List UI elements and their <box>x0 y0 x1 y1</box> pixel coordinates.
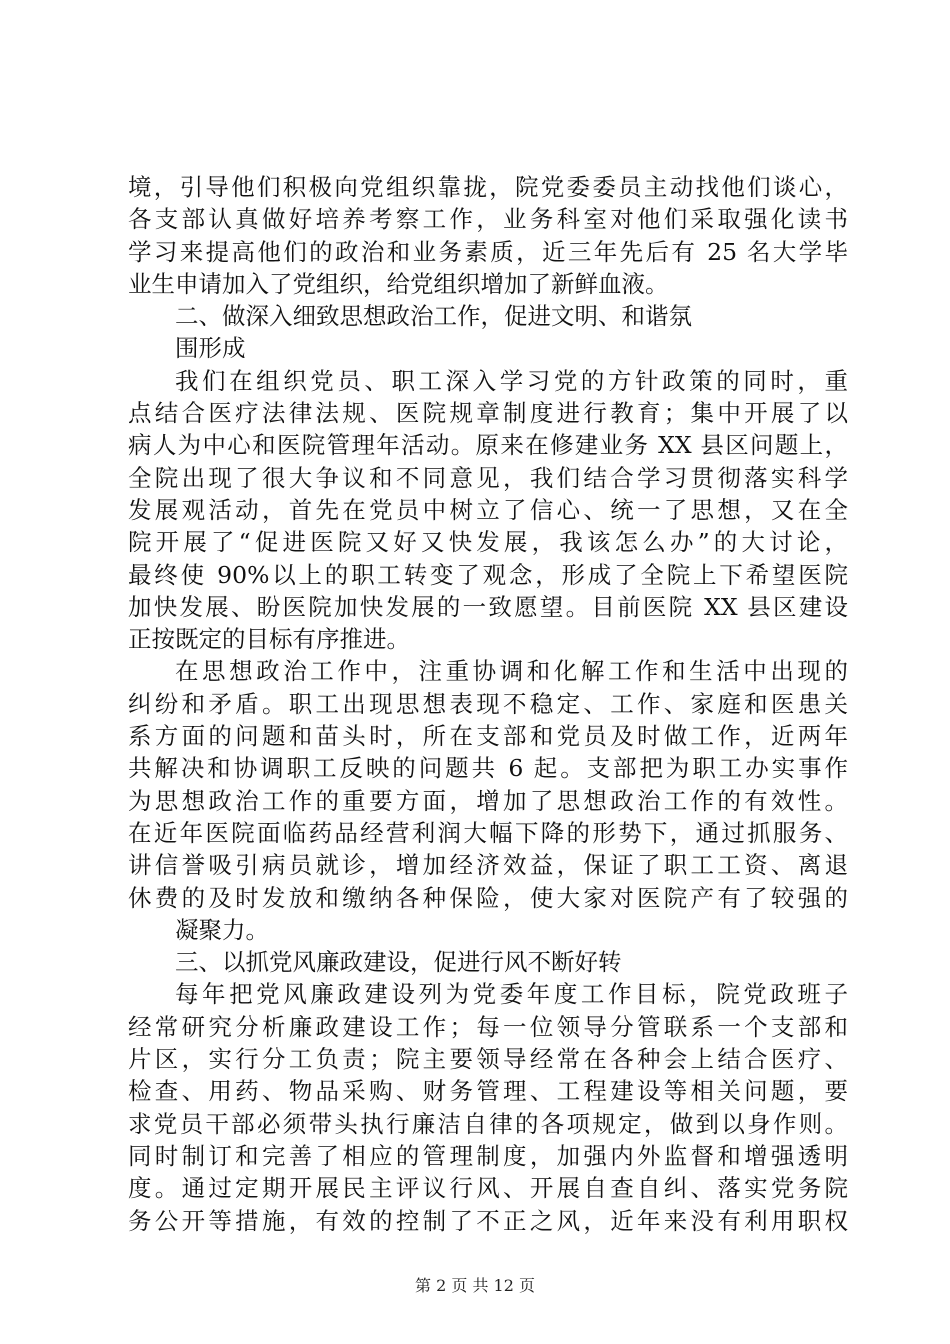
text-line: 业生申请加入了党组织，给党组织增加了新鲜血液。 <box>128 269 669 298</box>
text-line: 纠纷和矛盾。职工出现思想表现不稳定、工作、家庭和医患关 <box>128 689 848 718</box>
text-line: 求党员干部必须带头执行廉洁自律的各项规定，做到以身作则。 <box>128 1109 848 1138</box>
text-line: 在近年医院面临药品经营利润大幅下降的形势下，通过抓服务、 <box>128 818 848 847</box>
text-line: 境，引导他们积极向党组织靠拢，院党委委员主动找他们谈心， <box>128 173 848 201</box>
text-line: 正按既定的目标有序推进。 <box>128 625 410 654</box>
text-line: 检查、用药、物品采购、财务管理、工程建设等相关问题，要 <box>128 1077 848 1106</box>
text-line: 度。通过定期开展民主评议行风、开展自查自纠、落实党务院 <box>128 1174 848 1203</box>
text-line: 为思想政治工作的重要方面，增加了思想政治工作的有效性。 <box>128 786 848 815</box>
text-line: 最终使 90%以上的职工转变了观念，形成了全院上下希望医院 <box>128 560 848 589</box>
body-text <box>128 171 848 1237</box>
text-line: 院开展了“促进医院又好又快发展，我该怎么办”的大讨论， <box>128 528 848 557</box>
text-line: 凝聚力。 <box>175 915 269 944</box>
page-footer: 第 2 页 共 12 页 <box>415 1276 535 1295</box>
text-line: 共解决和协调职工反映的问题共 6 起。支部把为职工办实事作 <box>128 754 848 783</box>
text-line: 在思想政治工作中，注重协调和化解工作和生活中出现的 <box>175 657 848 686</box>
text-line: 务公开等措施，有效的控制了不正之风，近年来没有利用职权 <box>128 1206 848 1235</box>
text-line: 片区，实行分工负责；院主要领导经常在各种会上结合医疗、 <box>128 1045 848 1074</box>
text-line: 发展观活动，首先在党员中树立了信心、统一了思想，又在全 <box>128 495 848 524</box>
text-line: 点结合医疗法律法规、医院规章制度进行教育；集中开展了以 <box>128 399 848 428</box>
text-line: 系方面的问题和苗头时，所在支部和党员及时做工作，近两年 <box>128 722 848 751</box>
text-line: 学习来提高他们的政治和业务素质，近三年先后有 25 名大学毕 <box>128 237 848 266</box>
text-line: 我们在组织党员、职工深入学习党的方针政策的同时，重 <box>175 366 848 395</box>
text-line: 三、以抓党风廉政建设，促进行风不断好转 <box>175 948 622 977</box>
text-line: 经常研究分析廉政建设工作；每一位领导分管联系一个支部和 <box>128 1012 848 1041</box>
text-line: 围形成 <box>175 334 246 363</box>
text-line: 二、做深入细致思想政治工作，促进文明、和谐氛 <box>175 302 692 331</box>
text-line: 休费的及时发放和缴纳各种保险，使大家对医院产有了较强的 <box>128 883 848 912</box>
text-line: 同时制订和完善了相应的管理制度，加强内外监督和增强透明 <box>128 1141 848 1170</box>
text-line: 每年把党风廉政建设列为党委年度工作目标，院党政班子 <box>175 980 848 1009</box>
text-line: 讲信誉吸引病员就诊，增加经济效益，保证了职工工资、离退 <box>128 851 848 880</box>
text-line: 病人为中心和医院管理年活动。原来在修建业务 XX 县区问题上， <box>128 431 848 460</box>
text-line: 各支部认真做好培养考察工作，业务科室对他们采取强化读书 <box>128 205 848 234</box>
text-line: 全院出现了很大争议和不同意见，我们结合学习贯彻落实科学 <box>128 463 848 492</box>
text-line: 加快发展、盼医院加快发展的一致愿望。目前医院 XX 县区建设 <box>128 592 848 621</box>
